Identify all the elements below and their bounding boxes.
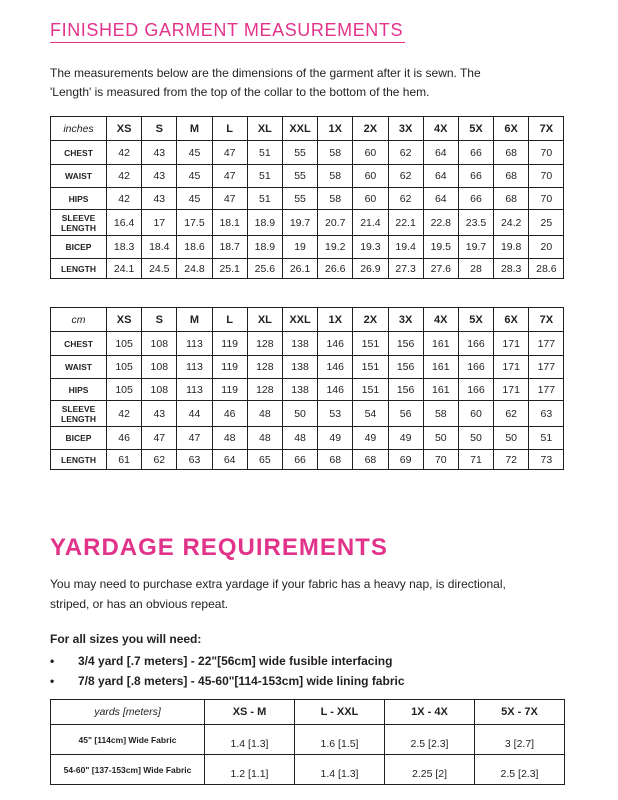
table-cell: 25.1 <box>212 259 247 279</box>
table-cell: 177 <box>529 356 564 379</box>
table-cell: 166 <box>458 379 493 401</box>
table-cell: 48 <box>212 427 247 450</box>
table-cell: 45 <box>177 165 212 188</box>
table-cell: 73 <box>529 450 564 470</box>
all-sizes-heading: For all sizes you will need: <box>50 632 202 646</box>
table-cell: 62 <box>494 401 529 427</box>
table-cell: 151 <box>353 379 388 401</box>
table-cell: 119 <box>212 356 247 379</box>
table-cell: 62 <box>388 165 423 188</box>
size-range-header: XS - M <box>205 700 295 725</box>
table-cell: 60 <box>353 188 388 210</box>
table-cell: 21.4 <box>353 210 388 236</box>
table-cell: 113 <box>177 332 212 356</box>
table-cell: 19 <box>282 236 317 259</box>
table-cell: 68 <box>494 188 529 210</box>
size-range-header: 1X - 4X <box>385 700 475 725</box>
table-cell: 72 <box>494 450 529 470</box>
table-cell: 138 <box>282 356 317 379</box>
size-header: XL <box>247 308 282 332</box>
table-row <box>51 259 564 279</box>
table-cell: 105 <box>107 332 142 356</box>
table-cell: 171 <box>494 379 529 401</box>
table-cell: 146 <box>318 356 353 379</box>
table-cell: 2.5 [2.3] <box>385 725 475 755</box>
table-cell: 43 <box>142 165 177 188</box>
table-cell: 105 <box>107 379 142 401</box>
table-header-row <box>51 700 565 725</box>
list-item: • 3/4 yard [.7 meters] - 22"[56cm] wide fusible interfacing <box>50 651 405 671</box>
size-header: 4X <box>423 117 458 141</box>
table-row <box>51 236 564 259</box>
unit-label: yards [meters] <box>51 700 205 725</box>
table-cell: 19.2 <box>318 236 353 259</box>
row-label: SLEEVE LENGTH <box>51 401 107 427</box>
table-cell: 47 <box>177 427 212 450</box>
table-cell: 113 <box>177 356 212 379</box>
table-header-row <box>51 308 564 332</box>
table-cell: 24.2 <box>494 210 529 236</box>
table-cell: 28.6 <box>529 259 564 279</box>
table-cell: 68 <box>494 165 529 188</box>
table-row <box>51 725 565 755</box>
table-cell: 70 <box>529 165 564 188</box>
table-cell: 64 <box>212 450 247 470</box>
table-cell: 70 <box>423 450 458 470</box>
table-cell: 2.25 [2] <box>385 755 475 785</box>
table-cell: 46 <box>212 401 247 427</box>
table-row <box>51 450 564 470</box>
table-cell: 20.7 <box>318 210 353 236</box>
table-cell: 63 <box>177 450 212 470</box>
table-cell: 1.4 [1.3] <box>205 725 295 755</box>
unit-label: cm <box>51 308 107 332</box>
table-row <box>51 356 564 379</box>
table-cell: 49 <box>353 427 388 450</box>
table-cell: 66 <box>282 450 317 470</box>
size-header: L <box>212 308 247 332</box>
table-cell: 19.7 <box>282 210 317 236</box>
table-cell: 60 <box>353 141 388 165</box>
size-header: M <box>177 117 212 141</box>
table-cell: 161 <box>423 332 458 356</box>
table-row <box>51 427 564 450</box>
table-cell: 146 <box>318 332 353 356</box>
size-header: XL <box>247 117 282 141</box>
table-cell: 49 <box>318 427 353 450</box>
row-label: WAIST <box>51 356 107 379</box>
table-row <box>51 165 564 188</box>
table-cell: 18.9 <box>247 236 282 259</box>
table-cell: 119 <box>212 379 247 401</box>
row-label: BICEP <box>51 236 107 259</box>
table-cell: 42 <box>107 188 142 210</box>
table-cell: 166 <box>458 356 493 379</box>
title-underline <box>50 42 405 43</box>
table-cell: 42 <box>107 141 142 165</box>
row-label: HIPS <box>51 188 107 210</box>
table-row <box>51 401 564 427</box>
table-cell: 166 <box>458 332 493 356</box>
size-header: 6X <box>494 117 529 141</box>
table-cell: 27.6 <box>423 259 458 279</box>
table-cell: 66 <box>458 141 493 165</box>
table-cell: 42 <box>107 165 142 188</box>
cm-measurement-table <box>50 307 564 470</box>
table-cell: 19.8 <box>494 236 529 259</box>
table-cell: 25 <box>529 210 564 236</box>
table-cell: 56 <box>388 401 423 427</box>
table-row <box>51 332 564 356</box>
table-cell: 128 <box>247 379 282 401</box>
table-cell: 2.5 [2.3] <box>475 755 565 785</box>
unit-label: inches <box>51 117 107 141</box>
table-cell: 48 <box>282 427 317 450</box>
table-cell: 58 <box>318 141 353 165</box>
size-header: 1X <box>318 117 353 141</box>
table-cell: 66 <box>458 165 493 188</box>
table-cell: 50 <box>282 401 317 427</box>
table-cell: 47 <box>212 188 247 210</box>
table-cell: 128 <box>247 332 282 356</box>
table-cell: 46 <box>107 427 142 450</box>
table-cell: 27.3 <box>388 259 423 279</box>
table-header-row <box>51 117 564 141</box>
table-cell: 156 <box>388 332 423 356</box>
table-cell: 26.6 <box>318 259 353 279</box>
table-cell: 68 <box>318 450 353 470</box>
table-cell: 60 <box>353 165 388 188</box>
table-cell: 19.3 <box>353 236 388 259</box>
size-header: 3X <box>388 308 423 332</box>
row-label: 54-60" [137-153cm] Wide Fabric <box>51 755 205 785</box>
table-cell: 24.5 <box>142 259 177 279</box>
table-cell: 3 [2.7] <box>475 725 565 755</box>
bullet-icon: • <box>50 674 55 688</box>
table-cell: 44 <box>177 401 212 427</box>
size-header: M <box>177 308 212 332</box>
size-header: 7X <box>529 117 564 141</box>
table-cell: 45 <box>177 188 212 210</box>
table-cell: 50 <box>458 427 493 450</box>
table-cell: 49 <box>388 427 423 450</box>
list-item: • 7/8 yard [.8 meters] - 45-60"[114-153cm] wide lining fabric <box>50 671 405 691</box>
table-cell: 50 <box>423 427 458 450</box>
table-cell: 113 <box>177 379 212 401</box>
table-cell: 51 <box>529 427 564 450</box>
size-header: XS <box>107 117 142 141</box>
table-cell: 19.5 <box>423 236 458 259</box>
row-label: WAIST <box>51 165 107 188</box>
row-label: 45" [114cm] Wide Fabric <box>51 725 205 755</box>
table-cell: 108 <box>142 379 177 401</box>
size-header: L <box>212 117 247 141</box>
table-cell: 58 <box>423 401 458 427</box>
section-title-measurements: FINISHED GARMENT MEASUREMENTS <box>50 20 403 41</box>
table-row <box>51 188 564 210</box>
table-cell: 18.3 <box>107 236 142 259</box>
table-cell: 47 <box>142 427 177 450</box>
row-label: BICEP <box>51 427 107 450</box>
table-cell: 128 <box>247 356 282 379</box>
table-cell: 23.5 <box>458 210 493 236</box>
table-cell: 25.6 <box>247 259 282 279</box>
table-cell: 171 <box>494 332 529 356</box>
size-header: 7X <box>529 308 564 332</box>
table-cell: 17 <box>142 210 177 236</box>
size-header: 2X <box>353 308 388 332</box>
section-title-yardage: YARDAGE REQUIREMENTS <box>50 534 388 561</box>
inches-measurement-table <box>50 116 564 279</box>
table-cell: 161 <box>423 356 458 379</box>
size-header: 4X <box>423 308 458 332</box>
table-row <box>51 379 564 401</box>
table-cell: 68 <box>353 450 388 470</box>
size-header: XXL <box>282 308 317 332</box>
size-header: 5X <box>458 117 493 141</box>
table-cell: 138 <box>282 379 317 401</box>
table-cell: 64 <box>423 141 458 165</box>
table-cell: 151 <box>353 356 388 379</box>
table-cell: 119 <box>212 332 247 356</box>
table-cell: 22.8 <box>423 210 458 236</box>
size-header: S <box>142 308 177 332</box>
table-cell: 51 <box>247 188 282 210</box>
table-cell: 55 <box>282 141 317 165</box>
table-cell: 18.9 <box>247 210 282 236</box>
table-cell: 62 <box>388 188 423 210</box>
size-header: 6X <box>494 308 529 332</box>
table-cell: 64 <box>423 165 458 188</box>
table-cell: 62 <box>142 450 177 470</box>
table-cell: 24.8 <box>177 259 212 279</box>
table-cell: 55 <box>282 165 317 188</box>
table-cell: 43 <box>142 188 177 210</box>
size-header: 2X <box>353 117 388 141</box>
table-cell: 51 <box>247 141 282 165</box>
bullet-icon: • <box>50 654 55 668</box>
table-cell: 156 <box>388 379 423 401</box>
table-cell: 45 <box>177 141 212 165</box>
yardage-table <box>50 699 565 785</box>
table-cell: 161 <box>423 379 458 401</box>
table-cell: 58 <box>318 188 353 210</box>
table-cell: 19.4 <box>388 236 423 259</box>
size-header: 3X <box>388 117 423 141</box>
yardage-intro: You may need to purchase extra yardage if your fabric has a heavy nap, is directional, striped, or has an obvious repeat. <box>50 577 506 611</box>
size-header: XS <box>107 308 142 332</box>
size-range-header: 5X - 7X <box>475 700 565 725</box>
row-label: LENGTH <box>51 259 107 279</box>
table-cell: 24.1 <box>107 259 142 279</box>
table-cell: 1.4 [1.3] <box>295 755 385 785</box>
size-header: S <box>142 117 177 141</box>
row-label: HIPS <box>51 379 107 401</box>
table-cell: 16.4 <box>107 210 142 236</box>
table-cell: 156 <box>388 356 423 379</box>
table-cell: 18.4 <box>142 236 177 259</box>
table-cell: 42 <box>107 401 142 427</box>
row-label: CHEST <box>51 141 107 165</box>
table-cell: 47 <box>212 141 247 165</box>
table-cell: 69 <box>388 450 423 470</box>
table-cell: 1.2 [1.1] <box>205 755 295 785</box>
table-cell: 51 <box>247 165 282 188</box>
table-cell: 108 <box>142 332 177 356</box>
table-cell: 22.1 <box>388 210 423 236</box>
table-cell: 70 <box>529 188 564 210</box>
table-cell: 58 <box>318 165 353 188</box>
table-cell: 64 <box>423 188 458 210</box>
table-cell: 66 <box>458 188 493 210</box>
table-cell: 26.1 <box>282 259 317 279</box>
table-cell: 68 <box>494 141 529 165</box>
table-cell: 62 <box>388 141 423 165</box>
table-cell: 1.6 [1.5] <box>295 725 385 755</box>
table-cell: 43 <box>142 141 177 165</box>
table-cell: 146 <box>318 379 353 401</box>
table-cell: 47 <box>212 165 247 188</box>
row-label: LENGTH <box>51 450 107 470</box>
row-label: SLEEVE LENGTH <box>51 210 107 236</box>
table-cell: 108 <box>142 356 177 379</box>
table-cell: 177 <box>529 379 564 401</box>
table-cell: 19.7 <box>458 236 493 259</box>
table-cell: 105 <box>107 356 142 379</box>
measurements-intro: The measurements below are the dimensions of the garment after it is sewn. The 'Length' is measured from the top of the collar to the bottom of the hem. <box>50 66 481 99</box>
requirements-list <box>50 651 405 691</box>
size-range-header: L - XXL <box>295 700 385 725</box>
table-cell: 65 <box>247 450 282 470</box>
table-cell: 177 <box>529 332 564 356</box>
table-cell: 70 <box>529 141 564 165</box>
size-header: 1X <box>318 308 353 332</box>
table-cell: 138 <box>282 332 317 356</box>
table-cell: 71 <box>458 450 493 470</box>
table-cell: 28.3 <box>494 259 529 279</box>
table-cell: 61 <box>107 450 142 470</box>
table-cell: 171 <box>494 356 529 379</box>
table-row <box>51 755 565 785</box>
row-label: CHEST <box>51 332 107 356</box>
table-cell: 63 <box>529 401 564 427</box>
table-cell: 60 <box>458 401 493 427</box>
table-cell: 20 <box>529 236 564 259</box>
table-cell: 53 <box>318 401 353 427</box>
table-cell: 43 <box>142 401 177 427</box>
table-cell: 50 <box>494 427 529 450</box>
table-cell: 55 <box>282 188 317 210</box>
table-cell: 54 <box>353 401 388 427</box>
size-header: 5X <box>458 308 493 332</box>
table-row <box>51 141 564 165</box>
table-cell: 48 <box>247 401 282 427</box>
table-cell: 18.1 <box>212 210 247 236</box>
table-cell: 28 <box>458 259 493 279</box>
table-cell: 151 <box>353 332 388 356</box>
table-cell: 17.5 <box>177 210 212 236</box>
table-cell: 18.7 <box>212 236 247 259</box>
size-header: XXL <box>282 117 317 141</box>
table-row <box>51 210 564 236</box>
table-cell: 26.9 <box>353 259 388 279</box>
table-cell: 18.6 <box>177 236 212 259</box>
table-cell: 48 <box>247 427 282 450</box>
